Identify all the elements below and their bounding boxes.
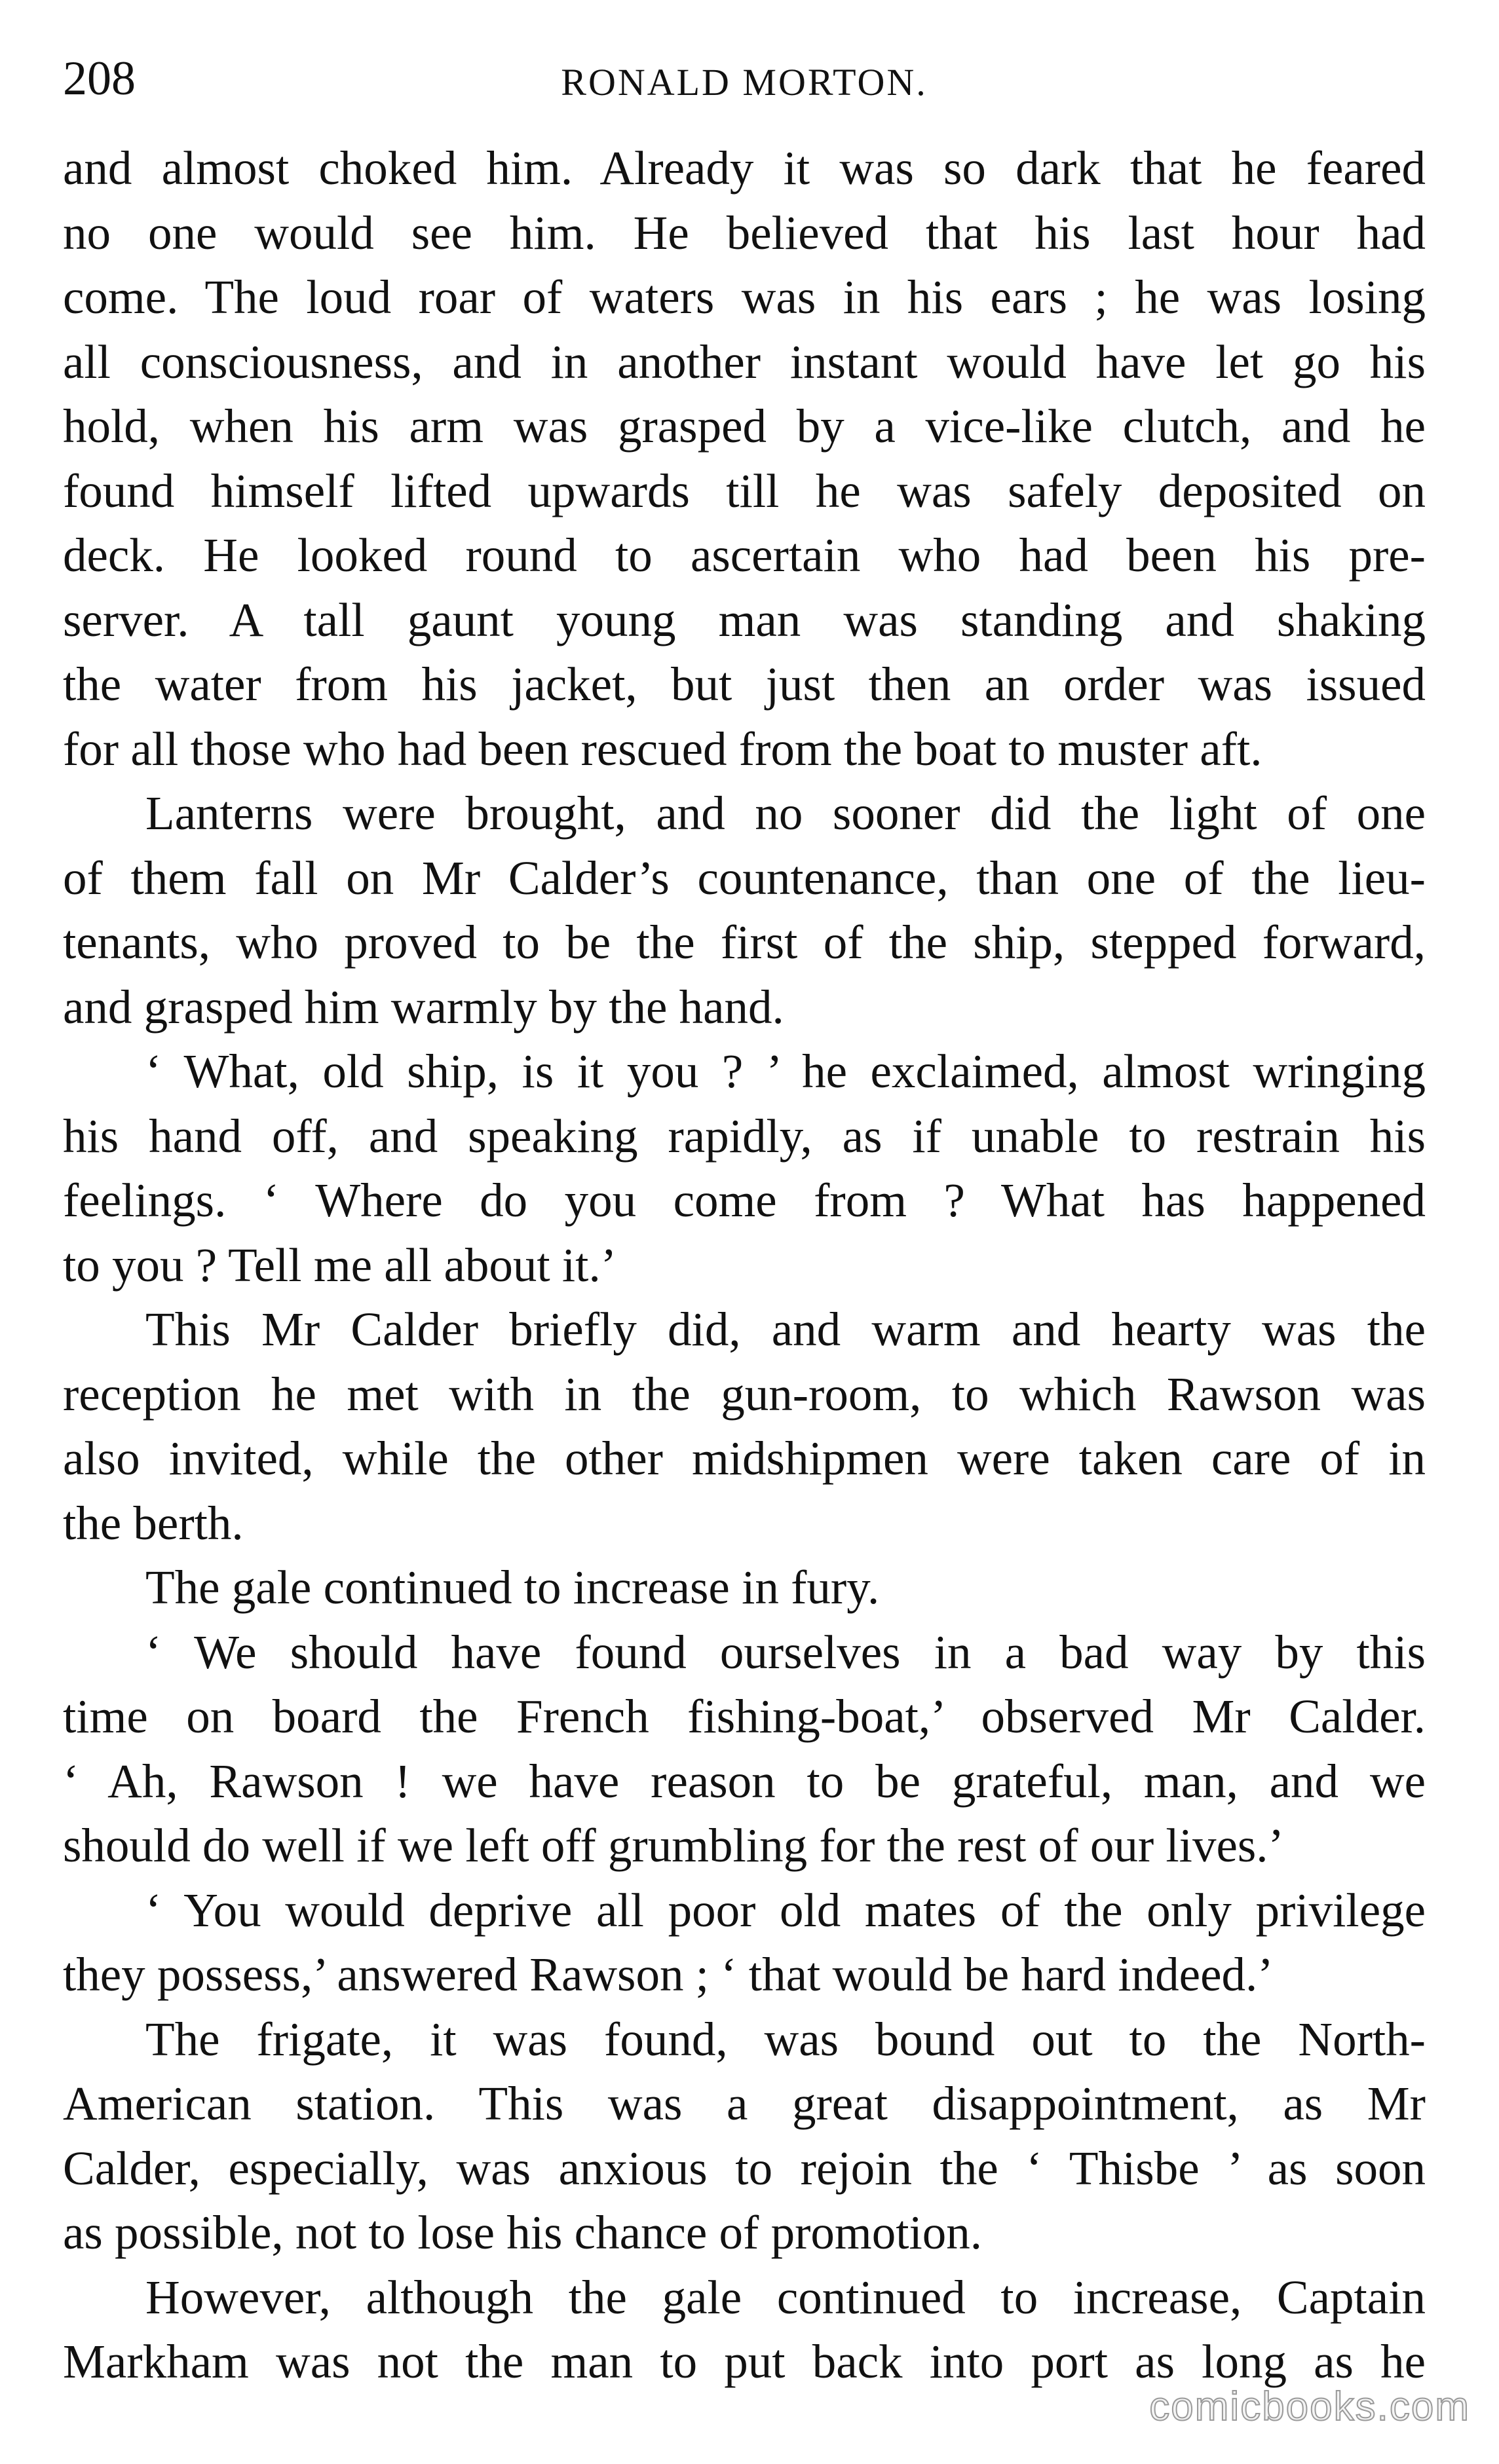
text-line: server. A tall gaunt young man was standing and shaking xyxy=(63,593,1426,646)
watermark: comicbooks.com xyxy=(1149,2384,1470,2429)
text-line: ‘ Ah, Rawson ! we have reason to be grateful, man, and we xyxy=(63,1754,1426,1808)
text-line: Calder, especially, was anxious to rejoin the ‘ Thisbe ’ as soon xyxy=(63,2141,1426,2195)
text-line: to you ? Tell me all about it.’ xyxy=(63,1238,617,1292)
running-head: RONALD MORTON. xyxy=(561,61,928,103)
text-line: the berth. xyxy=(63,1496,244,1550)
text-line: they possess,’ answered Rawson ; ‘ that would be hard indeed.’ xyxy=(63,1948,1274,2001)
text-line: come. The loud roar of waters was in his ears ; he was losing xyxy=(63,271,1426,324)
text-line: tenants, who proved to be the first of the ship, stepped forward, xyxy=(63,916,1426,969)
text-line: The gale continued to increase in fury. xyxy=(145,1561,880,1614)
text-line: deck. He looked round to ascertain who had been his pre- xyxy=(63,529,1426,582)
text-line: American station. This was a great disappointment, as Mr xyxy=(63,2077,1426,2130)
text-line: should do well if we left off grumbling for the rest of our lives.’ xyxy=(63,1819,1284,1872)
page-header xyxy=(63,41,1426,113)
text-line: no one would see him. He believed that his last hour had xyxy=(63,206,1426,259)
text-line: Markham was not the man to put back into port as long as he xyxy=(63,2335,1426,2388)
text-line: Lanterns were brought, and no sooner did the light of one xyxy=(145,787,1426,840)
text-line: feelings. ‘ Where do you come from ? What has happened xyxy=(63,1174,1426,1227)
text-line: ‘ You would deprive all poor old mates of the only privilege xyxy=(145,1883,1426,1937)
body-text xyxy=(63,136,1426,2395)
text-line: the water from his jacket, but just then an order was issued xyxy=(63,658,1426,711)
text-line: hold, when his arm was grasped by a vice-like clutch, and he xyxy=(63,400,1426,453)
text-line: found himself lifted upwards till he was safely deposited on xyxy=(63,464,1426,517)
text-line: The frigate, it was found, was bound out to the North- xyxy=(145,2012,1426,2066)
text-line: reception he met with in the gun-room, to which Rawson was xyxy=(63,1367,1426,1421)
text-line: his hand off, and speaking rapidly, as if unable to restrain his xyxy=(63,1109,1426,1163)
text-line: as possible, not to lose his chance of promotion. xyxy=(63,2206,983,2259)
text-line: for all those who had been rescued from the boat to muster aft. xyxy=(63,722,1262,775)
text-line: and grasped him warmly by the hand. xyxy=(63,980,784,1034)
page-number: 208 xyxy=(63,52,136,105)
text-line: of them fall on Mr Calder’s countenance, than one of the lieu- xyxy=(63,851,1426,905)
text-line: time on board the French fishing-boat,’ observed Mr Calder. xyxy=(63,1690,1426,1743)
text-line: also invited, while the other midshipmen were taken care of in xyxy=(63,1432,1426,1485)
text-line: ‘ We should have found ourselves in a bad way by this xyxy=(145,1625,1426,1679)
text-line: all consciousness, and in another instant would have let go his xyxy=(63,335,1426,388)
text-line: ‘ What, old ship, is it you ? ’ he exclaimed, almost wringing xyxy=(145,1045,1426,1098)
text-line: However, although the gale continued to increase, Captain xyxy=(145,2270,1426,2324)
text-line: This Mr Calder briefly did, and warm and hearty was the xyxy=(145,1303,1426,1356)
text-line: and almost choked him. Already it was so dark that he feared xyxy=(63,141,1426,195)
